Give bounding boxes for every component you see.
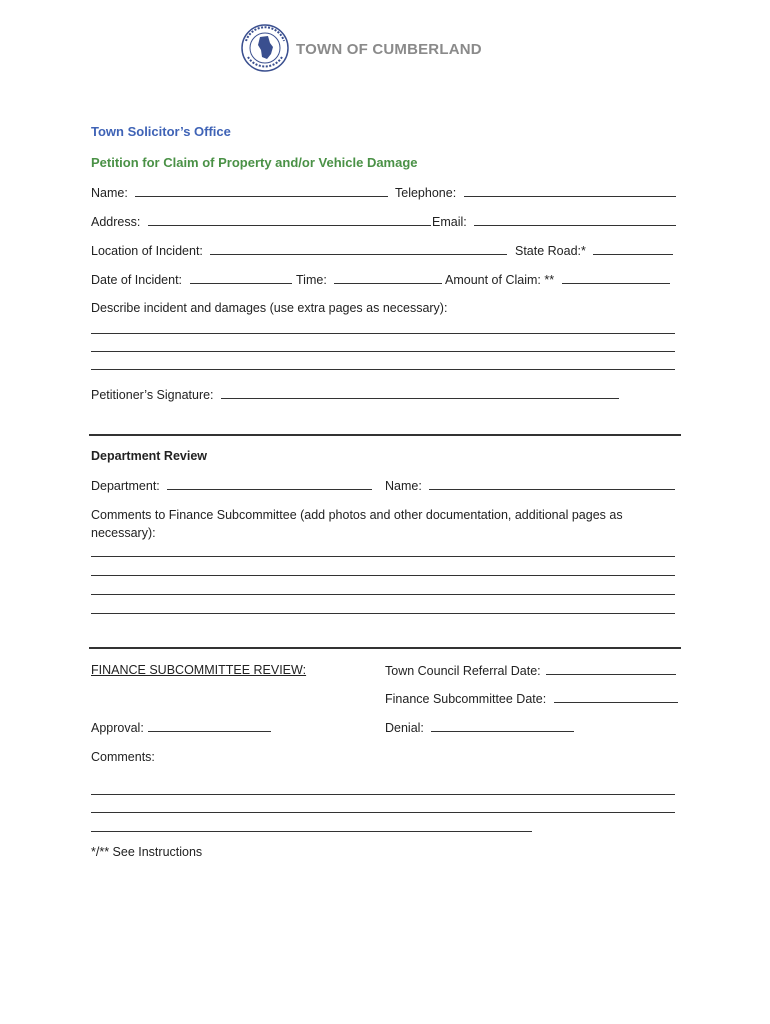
amount-label: Amount of Claim: ** [445, 273, 555, 287]
town-seal [240, 23, 290, 73]
describe-line[interactable] [91, 333, 675, 334]
email-field-row [432, 213, 676, 230]
reviewer-name-field-row [385, 477, 675, 494]
subcommittee-date-field[interactable] [554, 690, 678, 703]
section-divider [89, 434, 681, 436]
time-field-row [296, 271, 442, 288]
date-field[interactable] [190, 271, 292, 284]
finance-review-heading: FINANCE SUBCOMMITTEE REVIEW: [91, 663, 307, 677]
reviewer-name-field[interactable] [429, 477, 675, 490]
department-comment-line[interactable] [91, 575, 675, 576]
department-field[interactable] [167, 477, 372, 490]
address-field-row [91, 213, 431, 230]
location-field-row [91, 242, 507, 259]
referral-date-label: Town Council Referral Date: [385, 664, 541, 678]
state-road-field[interactable] [593, 242, 673, 255]
describe-label: Describe incident and damages (use extra pages as necessary): [91, 301, 448, 315]
name-field[interactable] [135, 184, 388, 197]
form-title: Petition for Claim of Property and/or Vehicle Damage [91, 155, 418, 170]
address-label: Address: [91, 215, 141, 229]
referral-date-field[interactable] [546, 662, 676, 675]
finance-comment-line[interactable] [91, 831, 532, 832]
location-label: Location of Incident: [91, 244, 203, 258]
footnote: */** See Instructions [91, 845, 203, 859]
state-road-label: State Road:* [515, 244, 586, 258]
telephone-field[interactable] [464, 184, 676, 197]
subcommittee-date-label: Finance Subcommittee Date: [385, 692, 547, 706]
department-label: Department: [91, 479, 160, 493]
date-field-row [91, 271, 292, 288]
denial-field-row [385, 719, 574, 736]
email-field[interactable] [474, 213, 676, 226]
describe-line[interactable] [91, 351, 675, 352]
department-comments-label: Comments to Finance Subcommittee (add photos and other documentation, additional pages as [91, 508, 623, 522]
address-field[interactable] [148, 213, 431, 226]
date-label: Date of Incident: [91, 273, 183, 287]
signature-field[interactable] [221, 386, 619, 399]
department-comment-line[interactable] [91, 556, 675, 557]
name-field-row [91, 184, 388, 201]
department-comment-line[interactable] [91, 613, 675, 614]
describe-line[interactable] [91, 369, 675, 370]
reviewer-name-label: Name: [385, 479, 422, 493]
telephone-label: Telephone: [395, 186, 457, 200]
referral-date-field-row [385, 662, 676, 679]
telephone-field-row [395, 184, 676, 201]
signature-field-row [91, 386, 619, 403]
denial-field[interactable] [431, 719, 574, 732]
denial-label: Denial: [385, 721, 424, 735]
department-field-row [91, 477, 372, 494]
finance-comments-label: Comments: [91, 750, 155, 764]
time-field[interactable] [334, 271, 442, 284]
finance-comment-line[interactable] [91, 812, 675, 813]
location-field[interactable] [210, 242, 507, 255]
approval-field[interactable] [148, 719, 271, 732]
amount-field-row [445, 271, 670, 288]
subcommittee-date-field-row [385, 690, 678, 707]
office-name: Town Solicitor’s Office [91, 124, 231, 139]
email-label: Email: [432, 215, 467, 229]
state-road-field-row [515, 242, 673, 259]
amount-field[interactable] [562, 271, 670, 284]
signature-label: Petitioner’s Signature: [91, 388, 214, 402]
department-comments-label-cont: necessary): [91, 526, 156, 540]
department-comment-line[interactable] [91, 594, 675, 595]
section-divider [89, 647, 681, 649]
approval-label: Approval: [91, 721, 144, 735]
department-review-heading: Department Review [91, 449, 208, 463]
approval-field-row [91, 719, 271, 736]
finance-comment-line[interactable] [91, 794, 675, 795]
name-label: Name: [91, 186, 128, 200]
town-name: TOWN OF CUMBERLAND [296, 41, 482, 58]
time-label: Time: [296, 273, 327, 287]
